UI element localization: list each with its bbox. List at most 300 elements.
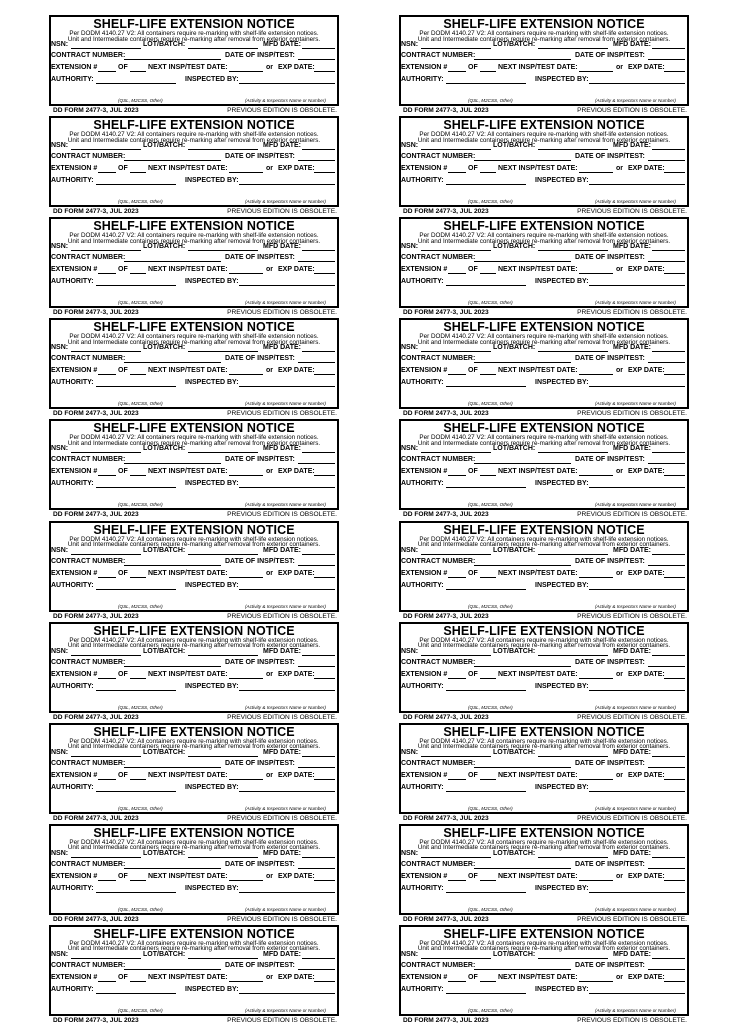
- mfd-date-field[interactable]: [302, 452, 335, 453]
- date-of-insp-field[interactable]: [298, 261, 335, 262]
- contract-number-field[interactable]: [474, 59, 571, 60]
- authority-field[interactable]: [96, 892, 176, 893]
- extension-number-field[interactable]: [98, 475, 116, 476]
- authority-field[interactable]: [96, 386, 176, 387]
- lot-batch-field[interactable]: [188, 756, 258, 757]
- contract-number-field[interactable]: [124, 463, 221, 464]
- inspected-by-label: INSPECTED BY:: [185, 581, 239, 589]
- lot-batch-field[interactable]: [538, 756, 608, 757]
- inspected-by-field[interactable]: [589, 184, 685, 185]
- contract-row: [401, 254, 687, 264]
- extension-total-field[interactable]: [480, 779, 496, 780]
- nsn-row: [51, 142, 337, 152]
- authority-field[interactable]: [96, 993, 176, 994]
- date-of-insp-field[interactable]: [648, 666, 685, 667]
- next-insp-field[interactable]: [579, 779, 613, 780]
- nsn-field[interactable]: [421, 351, 491, 352]
- mfd-date-label: MFD DATE:: [613, 748, 651, 756]
- contract-number-field[interactable]: [124, 767, 221, 768]
- authority-field[interactable]: [446, 285, 526, 286]
- next-insp-field[interactable]: [579, 172, 613, 173]
- mfd-date-label: MFD DATE:: [613, 849, 651, 857]
- next-insp-field[interactable]: [579, 981, 613, 982]
- extension-number-field[interactable]: [98, 71, 116, 72]
- next-insp-field[interactable]: [579, 273, 613, 274]
- lot-batch-label: LOT/BATCH:: [493, 41, 536, 48]
- exp-date-field[interactable]: [314, 577, 335, 578]
- obsolete-note: PREVIOUS EDITION IS OBSOLETE.: [577, 713, 687, 721]
- mfd-date-field[interactable]: [302, 48, 335, 49]
- extension-number-field[interactable]: [448, 981, 466, 982]
- exp-date-field[interactable]: [314, 273, 335, 274]
- extension-total-field[interactable]: [480, 374, 496, 375]
- contract-number-field[interactable]: [474, 463, 571, 464]
- extension-total-field[interactable]: [130, 577, 146, 578]
- contract-number-field[interactable]: [474, 362, 571, 363]
- extension-total-field[interactable]: [480, 475, 496, 476]
- mfd-date-field[interactable]: [302, 554, 335, 555]
- next-insp-field[interactable]: [229, 172, 263, 173]
- exp-date-label: EXP DATE:: [278, 165, 315, 173]
- obsolete-note: PREVIOUS EDITION IS OBSOLETE.: [227, 1016, 337, 1024]
- next-insp-field[interactable]: [229, 981, 263, 982]
- obsolete-note: PREVIOUS EDITION IS OBSOLETE.: [227, 511, 337, 519]
- lot-batch-field[interactable]: [188, 857, 258, 858]
- date-of-insp-field[interactable]: [298, 59, 335, 60]
- exp-date-label: EXP DATE:: [628, 771, 665, 779]
- authority-field[interactable]: [96, 589, 176, 590]
- mfd-date-field[interactable]: [652, 958, 685, 959]
- nsn-field[interactable]: [421, 655, 491, 656]
- exp-date-field[interactable]: [314, 172, 335, 173]
- inspected-by-field[interactable]: [239, 285, 335, 286]
- inspected-hint: (Activity & Inspectors Name or Number): [245, 98, 326, 103]
- date-of-insp-label: DATE OF INSP/TEST:: [575, 153, 645, 161]
- authority-hint: (QSL, M2CSS, Other): [468, 300, 513, 306]
- label-title: SHELF-LIFE EXTENSION NOTICE: [443, 825, 645, 840]
- inspected-by-label: INSPECTED BY:: [185, 177, 239, 185]
- extension-number-field[interactable]: [448, 374, 466, 375]
- lot-batch-field[interactable]: [538, 48, 608, 49]
- inspected-by-field[interactable]: [239, 892, 335, 893]
- extension-number-field[interactable]: [448, 880, 466, 881]
- nsn-label: NSN:: [51, 445, 69, 453]
- contract-number-field[interactable]: [474, 969, 571, 970]
- next-insp-field[interactable]: [579, 374, 613, 375]
- authority-field[interactable]: [446, 589, 526, 590]
- authority-row: [51, 177, 337, 187]
- exp-date-field[interactable]: [314, 880, 335, 881]
- contract-number-field[interactable]: [124, 261, 221, 262]
- next-insp-field[interactable]: [229, 880, 263, 881]
- exp-date-field[interactable]: [314, 475, 335, 476]
- authority-field[interactable]: [96, 487, 176, 488]
- authority-field[interactable]: [446, 791, 526, 792]
- lot-batch-field[interactable]: [538, 655, 608, 656]
- nsn-field[interactable]: [71, 554, 141, 555]
- date-of-insp-field[interactable]: [648, 261, 685, 262]
- lot-batch-field[interactable]: [188, 250, 258, 251]
- inspected-by-field[interactable]: [589, 589, 685, 590]
- lot-batch-field[interactable]: [538, 857, 608, 858]
- date-of-insp-field[interactable]: [648, 59, 685, 60]
- authority-field[interactable]: [96, 184, 176, 185]
- inspected-by-field[interactable]: [239, 589, 335, 590]
- notice-line-2: Unit and Intermediate containers require re-marking after removal from exterior containers.: [67, 237, 321, 245]
- form-number: DD FORM 2477-3, JUL 2023: [53, 107, 139, 114]
- contract-row: [51, 355, 337, 365]
- lot-batch-label: LOT/BATCH:: [143, 41, 186, 48]
- date-of-insp-field[interactable]: [298, 160, 335, 161]
- mfd-date-field[interactable]: [302, 958, 335, 959]
- nsn-field[interactable]: [71, 857, 141, 858]
- inspected-by-field[interactable]: [589, 791, 685, 792]
- inspected-by-field[interactable]: [589, 83, 685, 84]
- extension-label: EXTENSION #: [401, 165, 448, 173]
- lot-batch-field[interactable]: [538, 149, 608, 150]
- extension-number-field[interactable]: [448, 475, 466, 476]
- extension-total-field[interactable]: [480, 71, 496, 72]
- exp-date-label: EXP DATE:: [628, 569, 665, 577]
- date-of-insp-field[interactable]: [298, 666, 335, 667]
- lot-batch-field[interactable]: [538, 250, 608, 251]
- authority-field[interactable]: [446, 892, 526, 893]
- next-insp-field[interactable]: [229, 577, 263, 578]
- mfd-date-field[interactable]: [652, 351, 685, 352]
- label-border: [49, 217, 339, 308]
- exp-date-field[interactable]: [664, 678, 685, 679]
- notice-line-2: Unit and Intermediate containers require re-marking after removal from exterior containers.: [417, 237, 671, 245]
- nsn-field[interactable]: [71, 351, 141, 352]
- extension-total-field[interactable]: [480, 172, 496, 173]
- mfd-date-field[interactable]: [652, 857, 685, 858]
- extension-total-field[interactable]: [130, 172, 146, 173]
- shelf-life-label: [49, 622, 339, 723]
- obsolete-note: PREVIOUS EDITION IS OBSOLETE.: [227, 612, 337, 620]
- obsolete-note: PREVIOUS EDITION IS OBSOLETE.: [577, 309, 687, 317]
- contract-number-field[interactable]: [474, 261, 571, 262]
- nsn-label: NSN:: [51, 243, 69, 251]
- exp-date-field[interactable]: [314, 678, 335, 679]
- extension-total-field[interactable]: [480, 678, 496, 679]
- form-number: DD FORM 2477-3, JUL 2023: [403, 511, 489, 519]
- exp-date-label: EXP DATE:: [628, 367, 665, 375]
- extension-number-field[interactable]: [98, 981, 116, 982]
- nsn-field[interactable]: [421, 756, 491, 757]
- next-insp-field[interactable]: [229, 475, 263, 476]
- inspected-hint: (Activity & Inspectors Name or Number): [595, 704, 676, 710]
- contract-number-label: CONTRACT NUMBER:: [51, 860, 126, 868]
- mfd-date-field[interactable]: [302, 756, 335, 757]
- exp-date-field[interactable]: [314, 71, 335, 72]
- next-insp-label: NEXT INSP/TEST DATE:: [148, 973, 228, 981]
- contract-row: [51, 558, 337, 568]
- notice-line-1: Per DODM 4140.27 V2: All containers require re-marking with shelf-life extension notices.: [69, 535, 319, 543]
- inspected-by-label: INSPECTED BY:: [185, 379, 239, 387]
- extension-number-field[interactable]: [448, 577, 466, 578]
- inspected-hint: (Activity & Inspectors Name or Number): [595, 401, 676, 407]
- contract-number-field[interactable]: [124, 969, 221, 970]
- exp-date-field[interactable]: [314, 981, 335, 982]
- inspected-by-label: INSPECTED BY:: [535, 985, 589, 993]
- or-label: or: [266, 569, 273, 577]
- lot-batch-field[interactable]: [538, 452, 608, 453]
- of-label: OF: [118, 266, 128, 274]
- extension-label: EXTENSION #: [401, 872, 448, 880]
- next-insp-field[interactable]: [579, 71, 613, 72]
- authority-field[interactable]: [446, 83, 526, 84]
- contract-row: [51, 760, 337, 770]
- obsolete-note: PREVIOUS EDITION IS OBSOLETE.: [577, 814, 687, 822]
- shelf-life-label: [399, 217, 689, 318]
- extension-number-field[interactable]: [98, 779, 116, 780]
- mfd-date-field[interactable]: [302, 149, 335, 150]
- nsn-field[interactable]: [421, 452, 491, 453]
- date-of-insp-field[interactable]: [648, 868, 685, 869]
- nsn-field[interactable]: [421, 554, 491, 555]
- extension-total-field[interactable]: [480, 273, 496, 274]
- mfd-date-field[interactable]: [302, 250, 335, 251]
- lot-batch-field[interactable]: [538, 958, 608, 959]
- exp-date-field[interactable]: [664, 172, 685, 173]
- date-of-insp-label: DATE OF INSP/TEST:: [225, 557, 295, 565]
- authority-field[interactable]: [96, 791, 176, 792]
- next-insp-field[interactable]: [229, 374, 263, 375]
- lot-batch-field[interactable]: [188, 958, 258, 959]
- lot-batch-field[interactable]: [538, 351, 608, 352]
- date-of-insp-field[interactable]: [648, 767, 685, 768]
- mfd-date-field[interactable]: [652, 250, 685, 251]
- nsn-field[interactable]: [71, 452, 141, 453]
- lot-batch-label: LOT/BATCH:: [143, 748, 186, 756]
- extension-number-field[interactable]: [98, 577, 116, 578]
- of-label: OF: [118, 468, 128, 476]
- mfd-date-field[interactable]: [652, 48, 685, 49]
- label-title: SHELF-LIFE EXTENSION NOTICE: [93, 421, 295, 436]
- date-of-insp-field[interactable]: [648, 565, 685, 566]
- extension-total-field[interactable]: [130, 981, 146, 982]
- exp-date-field[interactable]: [664, 273, 685, 274]
- nsn-field[interactable]: [71, 48, 141, 49]
- nsn-label: NSN:: [401, 445, 419, 453]
- mfd-date-field[interactable]: [652, 554, 685, 555]
- mfd-date-label: MFD DATE:: [263, 243, 301, 251]
- date-of-insp-label: DATE OF INSP/TEST:: [575, 52, 645, 59]
- authority-field[interactable]: [446, 386, 526, 387]
- authority-field[interactable]: [446, 184, 526, 185]
- next-insp-field[interactable]: [229, 273, 263, 274]
- lot-batch-field[interactable]: [188, 48, 258, 49]
- exp-date-label: EXP DATE:: [278, 266, 315, 274]
- nsn-field[interactable]: [71, 958, 141, 959]
- contract-number-field[interactable]: [474, 767, 571, 768]
- extension-total-field[interactable]: [130, 71, 146, 72]
- extension-number-field[interactable]: [448, 273, 466, 274]
- nsn-field[interactable]: [421, 857, 491, 858]
- date-of-insp-field[interactable]: [298, 868, 335, 869]
- inspected-by-field[interactable]: [589, 892, 685, 893]
- exp-date-field[interactable]: [664, 880, 685, 881]
- exp-date-field[interactable]: [664, 475, 685, 476]
- extension-number-field[interactable]: [98, 374, 116, 375]
- lot-batch-field[interactable]: [188, 149, 258, 150]
- lot-batch-field[interactable]: [188, 452, 258, 453]
- extension-total-field[interactable]: [130, 779, 146, 780]
- inspected-by-field[interactable]: [239, 83, 335, 84]
- nsn-field[interactable]: [421, 149, 491, 150]
- next-insp-field[interactable]: [579, 577, 613, 578]
- contract-number-field[interactable]: [474, 160, 571, 161]
- extension-number-field[interactable]: [448, 779, 466, 780]
- authority-field[interactable]: [96, 83, 176, 84]
- exp-date-field[interactable]: [664, 981, 685, 982]
- date-of-insp-field[interactable]: [648, 362, 685, 363]
- extension-total-field[interactable]: [480, 981, 496, 982]
- inspected-by-field[interactable]: [589, 690, 685, 691]
- inspected-by-field[interactable]: [589, 285, 685, 286]
- inspected-by-field[interactable]: [589, 487, 685, 488]
- contract-number-field[interactable]: [124, 59, 221, 60]
- extension-number-field[interactable]: [448, 172, 466, 173]
- nsn-field[interactable]: [71, 756, 141, 757]
- notice-line-1: Per DODM 4140.27 V2: All containers require re-marking with shelf-life extension notices.: [419, 333, 669, 341]
- date-of-insp-field[interactable]: [648, 463, 685, 464]
- authority-field[interactable]: [96, 285, 176, 286]
- extension-total-field[interactable]: [130, 374, 146, 375]
- inspected-by-field[interactable]: [239, 993, 335, 994]
- exp-date-field[interactable]: [664, 71, 685, 72]
- lot-batch-field[interactable]: [188, 351, 258, 352]
- nsn-field[interactable]: [421, 250, 491, 251]
- authority-hint: (QSL, M2CSS, Other): [118, 401, 163, 407]
- next-insp-field[interactable]: [579, 678, 613, 679]
- date-of-insp-field[interactable]: [648, 160, 685, 161]
- nsn-label: NSN:: [401, 344, 419, 352]
- extension-label: EXTENSION #: [51, 367, 98, 375]
- shelf-life-label: [49, 116, 339, 217]
- inspected-by-field[interactable]: [239, 791, 335, 792]
- contract-number-field[interactable]: [474, 868, 571, 869]
- of-label: OF: [468, 367, 478, 375]
- inspected-by-field[interactable]: [239, 487, 335, 488]
- lot-batch-field[interactable]: [538, 554, 608, 555]
- form-number: DD FORM 2477-3, JUL 2023: [403, 107, 489, 114]
- extension-total-field[interactable]: [480, 577, 496, 578]
- authority-field[interactable]: [446, 487, 526, 488]
- date-of-insp-field[interactable]: [298, 565, 335, 566]
- exp-date-field[interactable]: [314, 779, 335, 780]
- mfd-date-field[interactable]: [652, 655, 685, 656]
- mfd-date-field[interactable]: [302, 351, 335, 352]
- exp-date-label: EXP DATE:: [278, 367, 315, 375]
- next-insp-field[interactable]: [229, 71, 263, 72]
- extension-number-field[interactable]: [98, 273, 116, 274]
- extension-number-field[interactable]: [448, 71, 466, 72]
- notice-line-2: Unit and Intermediate containers require re-marking after removal from exterior containers.: [417, 439, 671, 447]
- nsn-field[interactable]: [71, 655, 141, 656]
- extension-row: [51, 772, 337, 782]
- obsolete-note: PREVIOUS EDITION IS OBSOLETE.: [577, 612, 687, 620]
- contract-number-field[interactable]: [124, 160, 221, 161]
- extension-total-field[interactable]: [130, 678, 146, 679]
- contract-number-field[interactable]: [474, 565, 571, 566]
- next-insp-field[interactable]: [229, 678, 263, 679]
- label-title: SHELF-LIFE EXTENSION NOTICE: [443, 926, 645, 941]
- nsn-field[interactable]: [71, 149, 141, 150]
- inspected-by-field[interactable]: [589, 993, 685, 994]
- inspected-by-field[interactable]: [239, 690, 335, 691]
- label-border: [399, 824, 689, 915]
- contract-number-field[interactable]: [124, 362, 221, 363]
- label-border: [49, 15, 339, 106]
- extension-number-field[interactable]: [98, 172, 116, 173]
- inspected-by-field[interactable]: [239, 184, 335, 185]
- date-of-insp-field[interactable]: [298, 362, 335, 363]
- nsn-field[interactable]: [421, 48, 491, 49]
- extension-number-field[interactable]: [98, 880, 116, 881]
- inspected-hint: (Activity & Inspectors Name or Number): [245, 401, 326, 407]
- extension-number-field[interactable]: [98, 678, 116, 679]
- date-of-insp-field[interactable]: [298, 969, 335, 970]
- next-insp-field[interactable]: [579, 880, 613, 881]
- mfd-date-field[interactable]: [652, 149, 685, 150]
- contract-number-field[interactable]: [124, 868, 221, 869]
- extension-total-field[interactable]: [130, 475, 146, 476]
- lot-batch-field[interactable]: [188, 655, 258, 656]
- authority-hint: (QSL, M2CSS, Other): [468, 704, 513, 710]
- exp-date-field[interactable]: [664, 374, 685, 375]
- inspected-by-label: INSPECTED BY:: [535, 76, 589, 83]
- label-title: SHELF-LIFE EXTENSION NOTICE: [93, 219, 295, 234]
- nsn-field[interactable]: [421, 958, 491, 959]
- contract-number-field[interactable]: [124, 666, 221, 667]
- next-insp-field[interactable]: [229, 779, 263, 780]
- inspected-by-field[interactable]: [239, 386, 335, 387]
- form-number: DD FORM 2477-3, JUL 2023: [403, 612, 489, 620]
- inspected-by-field[interactable]: [589, 386, 685, 387]
- mfd-date-field[interactable]: [652, 452, 685, 453]
- contract-number-field[interactable]: [124, 565, 221, 566]
- label-border: [399, 723, 689, 814]
- nsn-label: NSN:: [401, 849, 419, 857]
- mfd-date-field[interactable]: [302, 655, 335, 656]
- mfd-date-field[interactable]: [652, 756, 685, 757]
- authority-row: [401, 986, 687, 996]
- extension-row: [401, 772, 687, 782]
- authority-field[interactable]: [446, 690, 526, 691]
- nsn-field[interactable]: [71, 250, 141, 251]
- contract-number-field[interactable]: [474, 666, 571, 667]
- authority-field[interactable]: [96, 690, 176, 691]
- notice-line-2: Unit and Intermediate containers require re-marking after removal from exterior containers.: [67, 35, 321, 43]
- exp-date-field[interactable]: [664, 577, 685, 578]
- next-insp-field[interactable]: [579, 475, 613, 476]
- authority-field[interactable]: [446, 993, 526, 994]
- mfd-date-field[interactable]: [302, 857, 335, 858]
- exp-date-field[interactable]: [314, 374, 335, 375]
- exp-date-field[interactable]: [664, 779, 685, 780]
- nsn-label: NSN:: [51, 647, 69, 655]
- extension-label: EXTENSION #: [51, 266, 98, 274]
- extension-number-field[interactable]: [448, 678, 466, 679]
- date-of-insp-field[interactable]: [298, 463, 335, 464]
- lot-batch-field[interactable]: [188, 554, 258, 555]
- extension-total-field[interactable]: [130, 880, 146, 881]
- extension-total-field[interactable]: [130, 273, 146, 274]
- extension-total-field[interactable]: [480, 880, 496, 881]
- date-of-insp-field[interactable]: [298, 767, 335, 768]
- date-of-insp-field[interactable]: [648, 969, 685, 970]
